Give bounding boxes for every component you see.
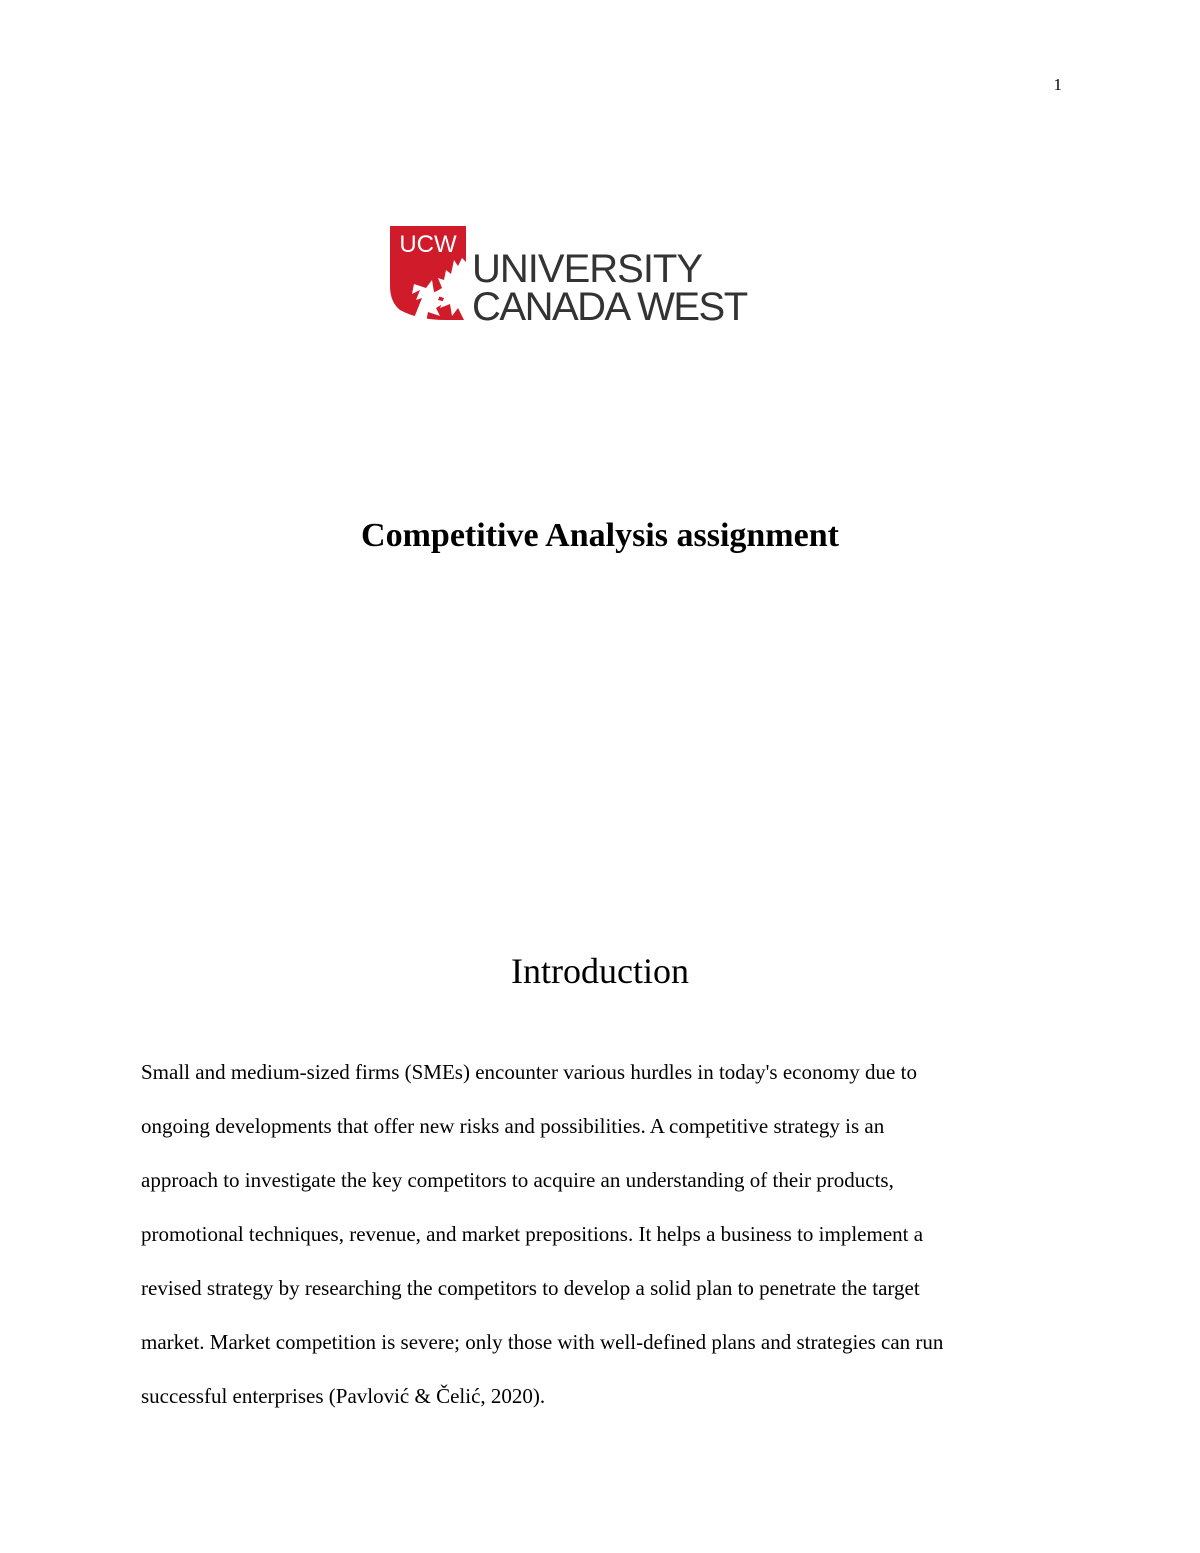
page-number: 1	[1053, 75, 1062, 94]
document-title: Competitive Analysis assignment	[361, 517, 839, 554]
paragraph-line: Small and medium-sized firms (SMEs) encounter various hurdles in today's economy due to	[141, 1060, 917, 1084]
university-logo	[388, 224, 798, 326]
paragraph-line: successful enterprises (Pavlović & Čelić, 2020).	[141, 1384, 546, 1408]
section-heading-introduction: Introduction	[511, 951, 689, 991]
paragraph-line: revised strategy by researching the competitors to develop a solid plan to penetrate the target	[141, 1276, 920, 1300]
introduction-paragraph	[141, 1045, 1061, 1423]
logo-badge-text: UCW	[399, 231, 457, 258]
logo-line-canada-west: CANADA WEST	[472, 285, 747, 326]
paragraph-line: approach to investigate the key competitors to acquire an understanding of their products,	[141, 1168, 894, 1192]
paragraph-line: market. Market competition is severe; only those with well-defined plans and strategies can run	[141, 1330, 944, 1354]
paragraph-line: promotional techniques, revenue, and market prepositions. It helps a business to implement a	[141, 1222, 924, 1246]
logo-line-university: UNIVERSITY	[472, 247, 703, 291]
paragraph-line: ongoing developments that offer new risks and possibilities. A competitive strategy is an	[141, 1114, 885, 1138]
